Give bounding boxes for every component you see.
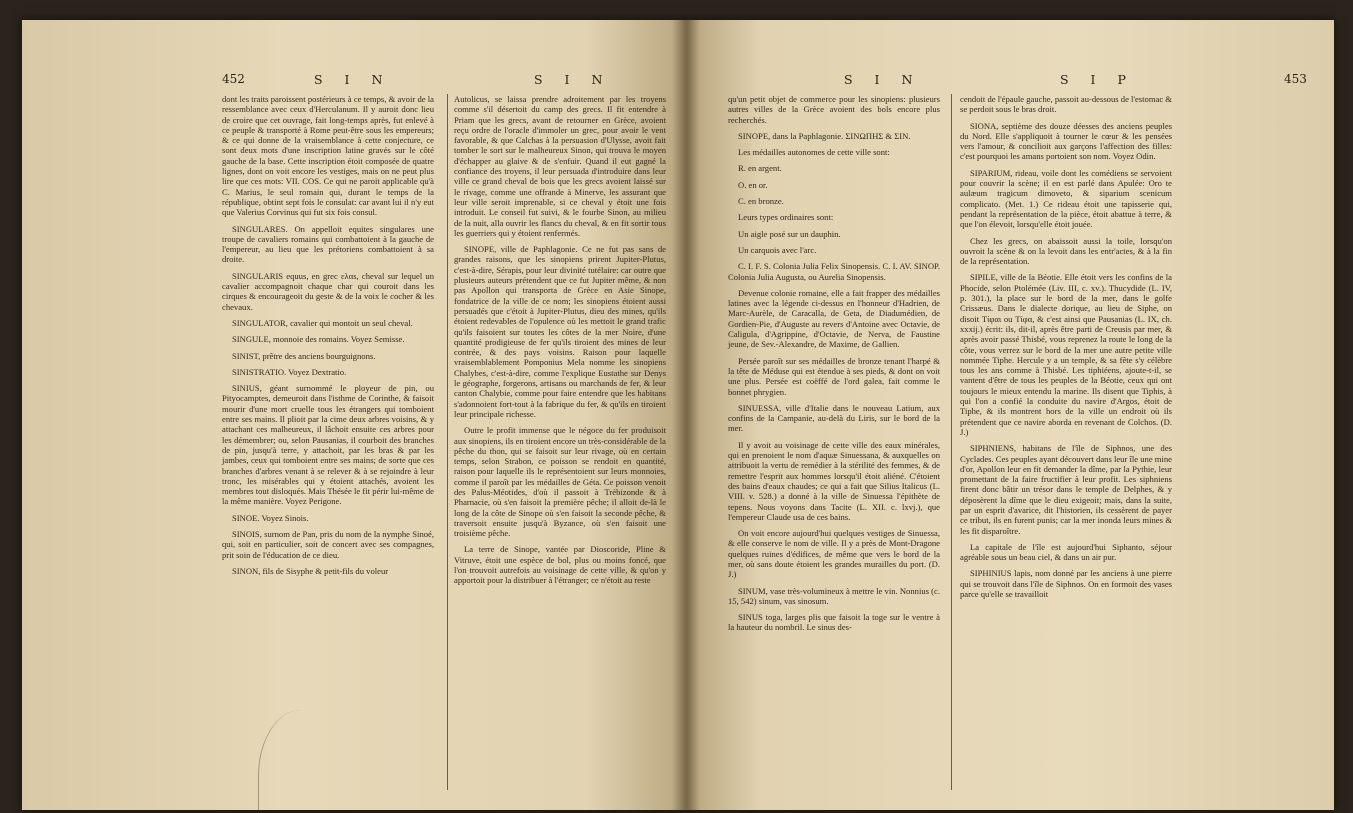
entry-sinon: SINON, fils de Sisyphe & petit-fils du voleur: [232, 565, 389, 576]
article-paragraph: R. en argent.: [738, 163, 782, 174]
entry-sinope: SINOPE, ville de Paphlagonie. Ce ne fut pas sans de grandes raisons, que les sinopiens prirent Jupiter-Plutus, c'est-à-dire, Sérapis, pour leur divinité tutélaire: car outre que plusieurs auteurs prétendent que ce fut Jupiter même, & non pas Apollon qui transporta de Grèce en Asie Sinope, fondatrice de la ville de ce nom; les sinopiens étoient aussi persuadés que c'étoit à Jupiter-Plutus, dieu des mines, qu'ils étoient redevables de l'opulence où les mettoit le grand trafic qu'ils faisoient sur toutes les côtes de la mer Noire, d'une quantité prodigieuse de fer qu'ils tiroient des mines de leur contrée, & des pays voisins. Raison pour laquelle vraisemblablement Pomponius Mela nomme les sinopiens Chalybes, c'est-à-dire, comme l'explique Eustathe sur Denys le géographe, forgerons, artisans ou marchands de fer, & leur canton Chalybie, comme pour faire entendre que les habitans s'adonnoient fort-tout à la fabrique du fer, & qu'ils en tiroient leur principale richesse.: [454, 244, 666, 419]
entry-singulator: SINGULATOR, cavalier qui montoit un seul cheval.: [232, 317, 413, 328]
article-paragraph: Persée paroît sur ses médailles de bronze tenant l'harpé & la tête de Méduse qui est étendue à ses pieds, & dont on voit une plus. Persée est coëffé de l'ord galea, fait comme le bonnet phrygien.: [728, 355, 940, 397]
article-paragraph: Un aigle posé sur un dauphin.: [738, 228, 841, 239]
entry-sinist: SINIST, prêtre des anciens bourguignons.: [232, 350, 376, 361]
page-number-right: 453: [1284, 72, 1307, 86]
entry-singularis: SINGULARIS equus, en grec ελαs, cheval sur lequel un cavalier accompagnoit chaque char qui couroit dans les cirques & encourageoit du geste & de la voix le cocher & les chevaux.: [222, 270, 434, 312]
page-number-left: 452: [222, 72, 245, 86]
entry-sinois: SINOIS, surnom de Pan, pris du nom de la nymphe Sinoé, qui, soit en particulier, soit de concert avec ses compagnes, prit soin de l'éducation de ce dieu.: [222, 528, 434, 560]
right-page-column-1: [728, 94, 940, 639]
article-paragraph: dont les traits paroissent postérieurs à ce temps, & avoir de la ressemblance avec ceux d'Herculanum. Il y auroit donc lieu de croire que cet ouvrage, fait long-temps après, fut enlevé à ce peuple & transporté à Rome peut-être sous les empereurs; & ce qui donne de la vraisemblance à cette conjecture, ce sont deux mots d'une inscription latine gravés sur le côté gauche de la base. Cette inscription étoit composée de quatre lignes, dont on voit encore les vestiges, mais on ne peut plus lire que ces mots: VII. COS. Ce qui ne paroit applicable qu'à C. Marius, le seul romain qui, durant le temps de la république, obtint sept fois le consulat: car avant lui il n'y eut que Valerius Corvinus qui fut six fois consul.: [222, 94, 434, 218]
article-paragraph: Les médailles autonomes de cette ville sont:: [738, 147, 890, 158]
entry-sinistratio: SINISTRATIO. Voyez Dextratio.: [232, 366, 347, 377]
article-paragraph: Devenue colonie romaine, elle a fait frapper des médailles latines avec la légende ci-dessus en l'honneur d'Hadrien, de Marc-Aurèle, de Caracalla, de Geta, de Diadumédien, de Gordien-Pie, d'Auguste au revers d'Antoine avec Octavie, de Caligula, d'Agrippine, d'Octavie, de Nerva, de Faustine jeune, de Sev.-Alexandre, de Maxime, de Gallien.: [728, 287, 940, 350]
left-page-column-1: [222, 94, 434, 582]
entry-sipile: SIPILE, ville de la Béotie. Elle étoit vers les confins de la Phocide, selon Ptolémée (Liv. III, c. xv.). Thucydide (L. IV, p. 301.), la place sur le bord de la mer, dans le golfe Crissæus. Dans le dialecte dorique, au lieu de Siphe, on disoit Τίφαι ou Τίφα, & c'est ainsi que Pausanias (L. IX, ch. xxxij.) écrit: ils, dit-il, après être parti de Creusis par mer, & après avoir passé Thisbé, vous reprenez la route le long de la côte, vous verrez sur le bord de la mer une autre petite ville nommée Tiphe. Hercule y a un temple, & sa fête s'y célèbre tous les ans comme à Thisbé. Les tiphiéens, ajoute-t-il, se vantent d'être de tous les peuples de la Béotie, ceux qui ont toujours le mieux entendu la marine. Ils disent que Tiphis, à qui l'on a confié la conduite du navire d'Argos, étoit de Tiphe, & ils montrent hors de la ville un endroit où ils prétendent que ce navire aborda en revenant de Colchos. (D. J.): [960, 272, 1172, 437]
entry-sinum: SINUM, vase très-volumineux à mettre le vin. Nonnius (c. 15, 542) sinum, vas sinosum.: [728, 585, 940, 606]
article-paragraph: Un carquois avec l'arc.: [738, 244, 817, 255]
entry-sinius: SINIUS, géant surnommé le ployeur de pin, ou Pityocamptes, demeuroit dans l'isthme de Corinthe, & faisoit mourir d'une mort cruelle tous les étrangers qui tomboient entre ses mains. Il plioit par la cime deux arbres voisins, & y attachant ces malheureux, il lâchoit ensuite ces arbres pour les démembrer; ou, selon Pausanias, il courboit des branches de pin, jusqu'à terre, y attachoit, par les bras & par les jambes, ceux qui tomboient entre ses mains; de sorte que ces branches d'arbres venant à se relever & à se rejoindre à leur tronc, les misérables qui y étoient attachés, avoient les membres tout disloqués. Mais Thésée le fit périr lui-même de la même manière. Voyez Perigone.: [222, 383, 434, 507]
right-page: [684, 20, 1334, 810]
book-gutter: [672, 20, 700, 810]
entry-singule: SINGULE, monnoie des romains. Voyez Semisse.: [232, 334, 405, 345]
article-paragraph: Outre le profit immense que le négoce du fer produisoit aux sinopiens, ils en tiroient encore un très-considérable de la pêche du thon, qui se faisoit sur leur rivage, où en certain temps, selon Strabon, ce poisson se rendoit en quantité, raison pour laquelle ils le représentoient sur leurs monnoies, comme il paroît par les médailles de Géta. Ce poisson venoit des Palus-Méotides, d'où il passoit à Trébizonde & à Pharnacie, où s'en faisoit la première pêche; il alloit de-là le long de la côte de Sinope où s'en faisoit la seconde pêche, & traversoit ensuite jusqu'à Byzance, où s'en faisoit une troisième pêche.: [454, 425, 666, 539]
article-paragraph: cendoit de l'épaule gauche, passoit au-dessous de l'estomac & se perdoit sous le bras droit.: [960, 94, 1172, 115]
left-page-column-2: [454, 94, 666, 592]
article-paragraph: La capitale de l'île est aujourd'hui Siphanto, séjour agréable sous un beau ciel, & dans un air pur.: [960, 541, 1172, 563]
running-head-right-col1: S I N: [844, 72, 922, 87]
article-paragraph: On voit encore aujourd'hui quelques vestiges de Sinuessa, & elle conserve le nom de ville. Il y a près de Mont-Dragone quelques ruines d'édifices, de même que vers le bord de la mer, où sans doute étoient les grandes murailles du port. (D. J.): [728, 528, 940, 580]
article-paragraph: Leurs types ordinaires sont:: [738, 212, 834, 223]
entry-siphniens: SIPHNIENS, habitans de l'île de Siphnos, une des Cyclades. Ces peuples ayant découvert dans leur île une mine d'or, Apollon leur en fit demander la dîme, par la Pythie, leur promettant de la faire fructifier à leur profit. Les siphniens firent donc bâtir un trésor dans le temple de Delphes, & y déposèrent la dîme que le dieu exigeoit; mais, dans la suite, par un esprit d'avarice, dit l'historien, ils cessèrent de payer ce tribut, ils en furent punis; car la mer inonda leurs mines & les fit disparoître.: [960, 443, 1172, 536]
article-paragraph: C. en bronze.: [738, 196, 784, 207]
article-paragraph: Il y avoit au voisinage de cette ville des eaux minérales, qui en prenoient le nom d'aquæ Sinuessana, & auxquelles on attribuoit la vertu de remédier à la stérilité des femmes, & de remettre l'esprit aux hommes lorsqu'il étoit aliéné. C'étoient des bains d'eaux chaudes; ce qui a fait que Silius Italicus (L. VIII. v. 528.) a donné à la ville de Sinuessa l'épithète de tepens. Nous voyons dans Tacite (L. XII. c. lxvj.), que l'empereur Claude usa de ces bains.: [728, 439, 940, 522]
entry-siparium: SIPARIUM, rideau, voile dont les comédiens se servoient pour couvrir la scène; il en est parlé dans Apulée: Oro te aulæum tragicum dimoveto, & siparium scenicum complicato. (Met. 1.) Ce rideau étoit une tapisserie qui, pendant la représentation de la pièce, étoit abattue à terre, & que l'on élevoit, lorsqu'elle étoit jouée.: [960, 167, 1172, 230]
entry-sinoe: SINOE. Voyez Sinois.: [232, 512, 309, 523]
running-head-left-col2: S I N: [534, 72, 612, 87]
entry-siphinius: SIPHINIUS lapis, nom donné par les anciens à une pierre qui se trouvoit dans l'île de Siphnos. On en formoit des vases parce qu'elle se travailloit: [960, 568, 1172, 600]
column-rule: [447, 94, 448, 790]
entry-sinuessa: SINUESSA, ville d'Italie dans le nouveau Latium, aux confins de la Campanie, au-delà du Liris, sur le bord de la mer.: [728, 402, 940, 434]
article-paragraph: O. en or.: [738, 179, 768, 190]
entry-siona: SIONA, septième des douze déesses des anciens peuples du Nord. Elle s'appliquoit à tourner le cœur & les pensées vers l'amour, & concilioit aux garçons l'affection des filles: c'est pourquoi les amans portoient son nom. Voyez Odin.: [960, 120, 1172, 162]
article-paragraph: La terre de Sinope, vantée par Dioscoride, Pline & Vitruve, étoit une espèce de bol, plus ou moins foncé, que l'on trouvoit autrefois au voisinage de cette ville, & qu'on y apportoit pour la distribuer à l'étranger; ce n'étoit au reste: [454, 544, 666, 586]
article-paragraph: Autolicus, se laissa prendre adroitement par les troyens comme s'il désertoit du camp des grecs. Il fit entendre à Priam que les grecs, avant de retourner en Grèce, avoient reçu ordre de l'oracle d'immoler un grec, pour avoir le vent favorable, & que Calchas à la persuasion d'Ulysse, avoit fait tomber le sort sur le malheureux Sinon, qui trouva le moyen d'échapper au glaive & de s'enfuir. Quand il eut gagné la confiance des troyens, il leur persuada d'introduire dans leur ville ce grand cheval de bois que les grecs avoient laissé sur le rivage, comme une offrande à Minerve, les assurant que leur ville seroit imprenable, si ce cheval y étoit une fois introduit. Le conseil fut suivi, & le fourbe Sinon, au milieu de la nuit, alla ouvrir les flancs du cheval, & en fit sortir tous les guerriers qui y étoient renfermés.: [454, 94, 666, 238]
column-rule: [951, 94, 952, 790]
book-spread: [22, 20, 1334, 810]
entry-singulares: SINGULARES. On appelloit equites singulares une troupe de cavaliers romains qui combattoient à la gauche de l'empereur, au lieu que les prétoriens combattoient à sa droite.: [222, 223, 434, 265]
entry-sinope-medals: SINOPE, dans la Paphlagonie. ΣΙΝΩΠΗΣ & ΣΙΝ.: [738, 130, 911, 141]
article-paragraph: qu'un petit objet de commerce pour les sinopiens: plusieurs autres villes de la Grèce avoient des bols encore plus recherchés.: [728, 94, 940, 125]
article-paragraph: Chez les grecs, on abaissoit aussi la toile, lorsqu'on ouvroit la scène & on la levoit dans les entr'actes, & à la fin de la représentation.: [960, 235, 1172, 267]
running-head-right-col2: S I P: [1060, 72, 1135, 87]
page-edge-curl: [258, 710, 329, 810]
running-head-left-col1: S I N: [314, 72, 392, 87]
entry-sinus: SINUS toga, larges plis que faisoit la toge sur le ventre à la hauteur du nombril. Le sinus des-: [728, 612, 940, 633]
right-page-column-2: [960, 94, 1172, 605]
left-page: [22, 20, 684, 810]
article-paragraph: C. I. F. S. Colonia Julia Felix Sinopensis. C. I. AV. SINOP. Colonia Julia Augusta, ou Aurelia Sinopensis.: [728, 261, 940, 282]
